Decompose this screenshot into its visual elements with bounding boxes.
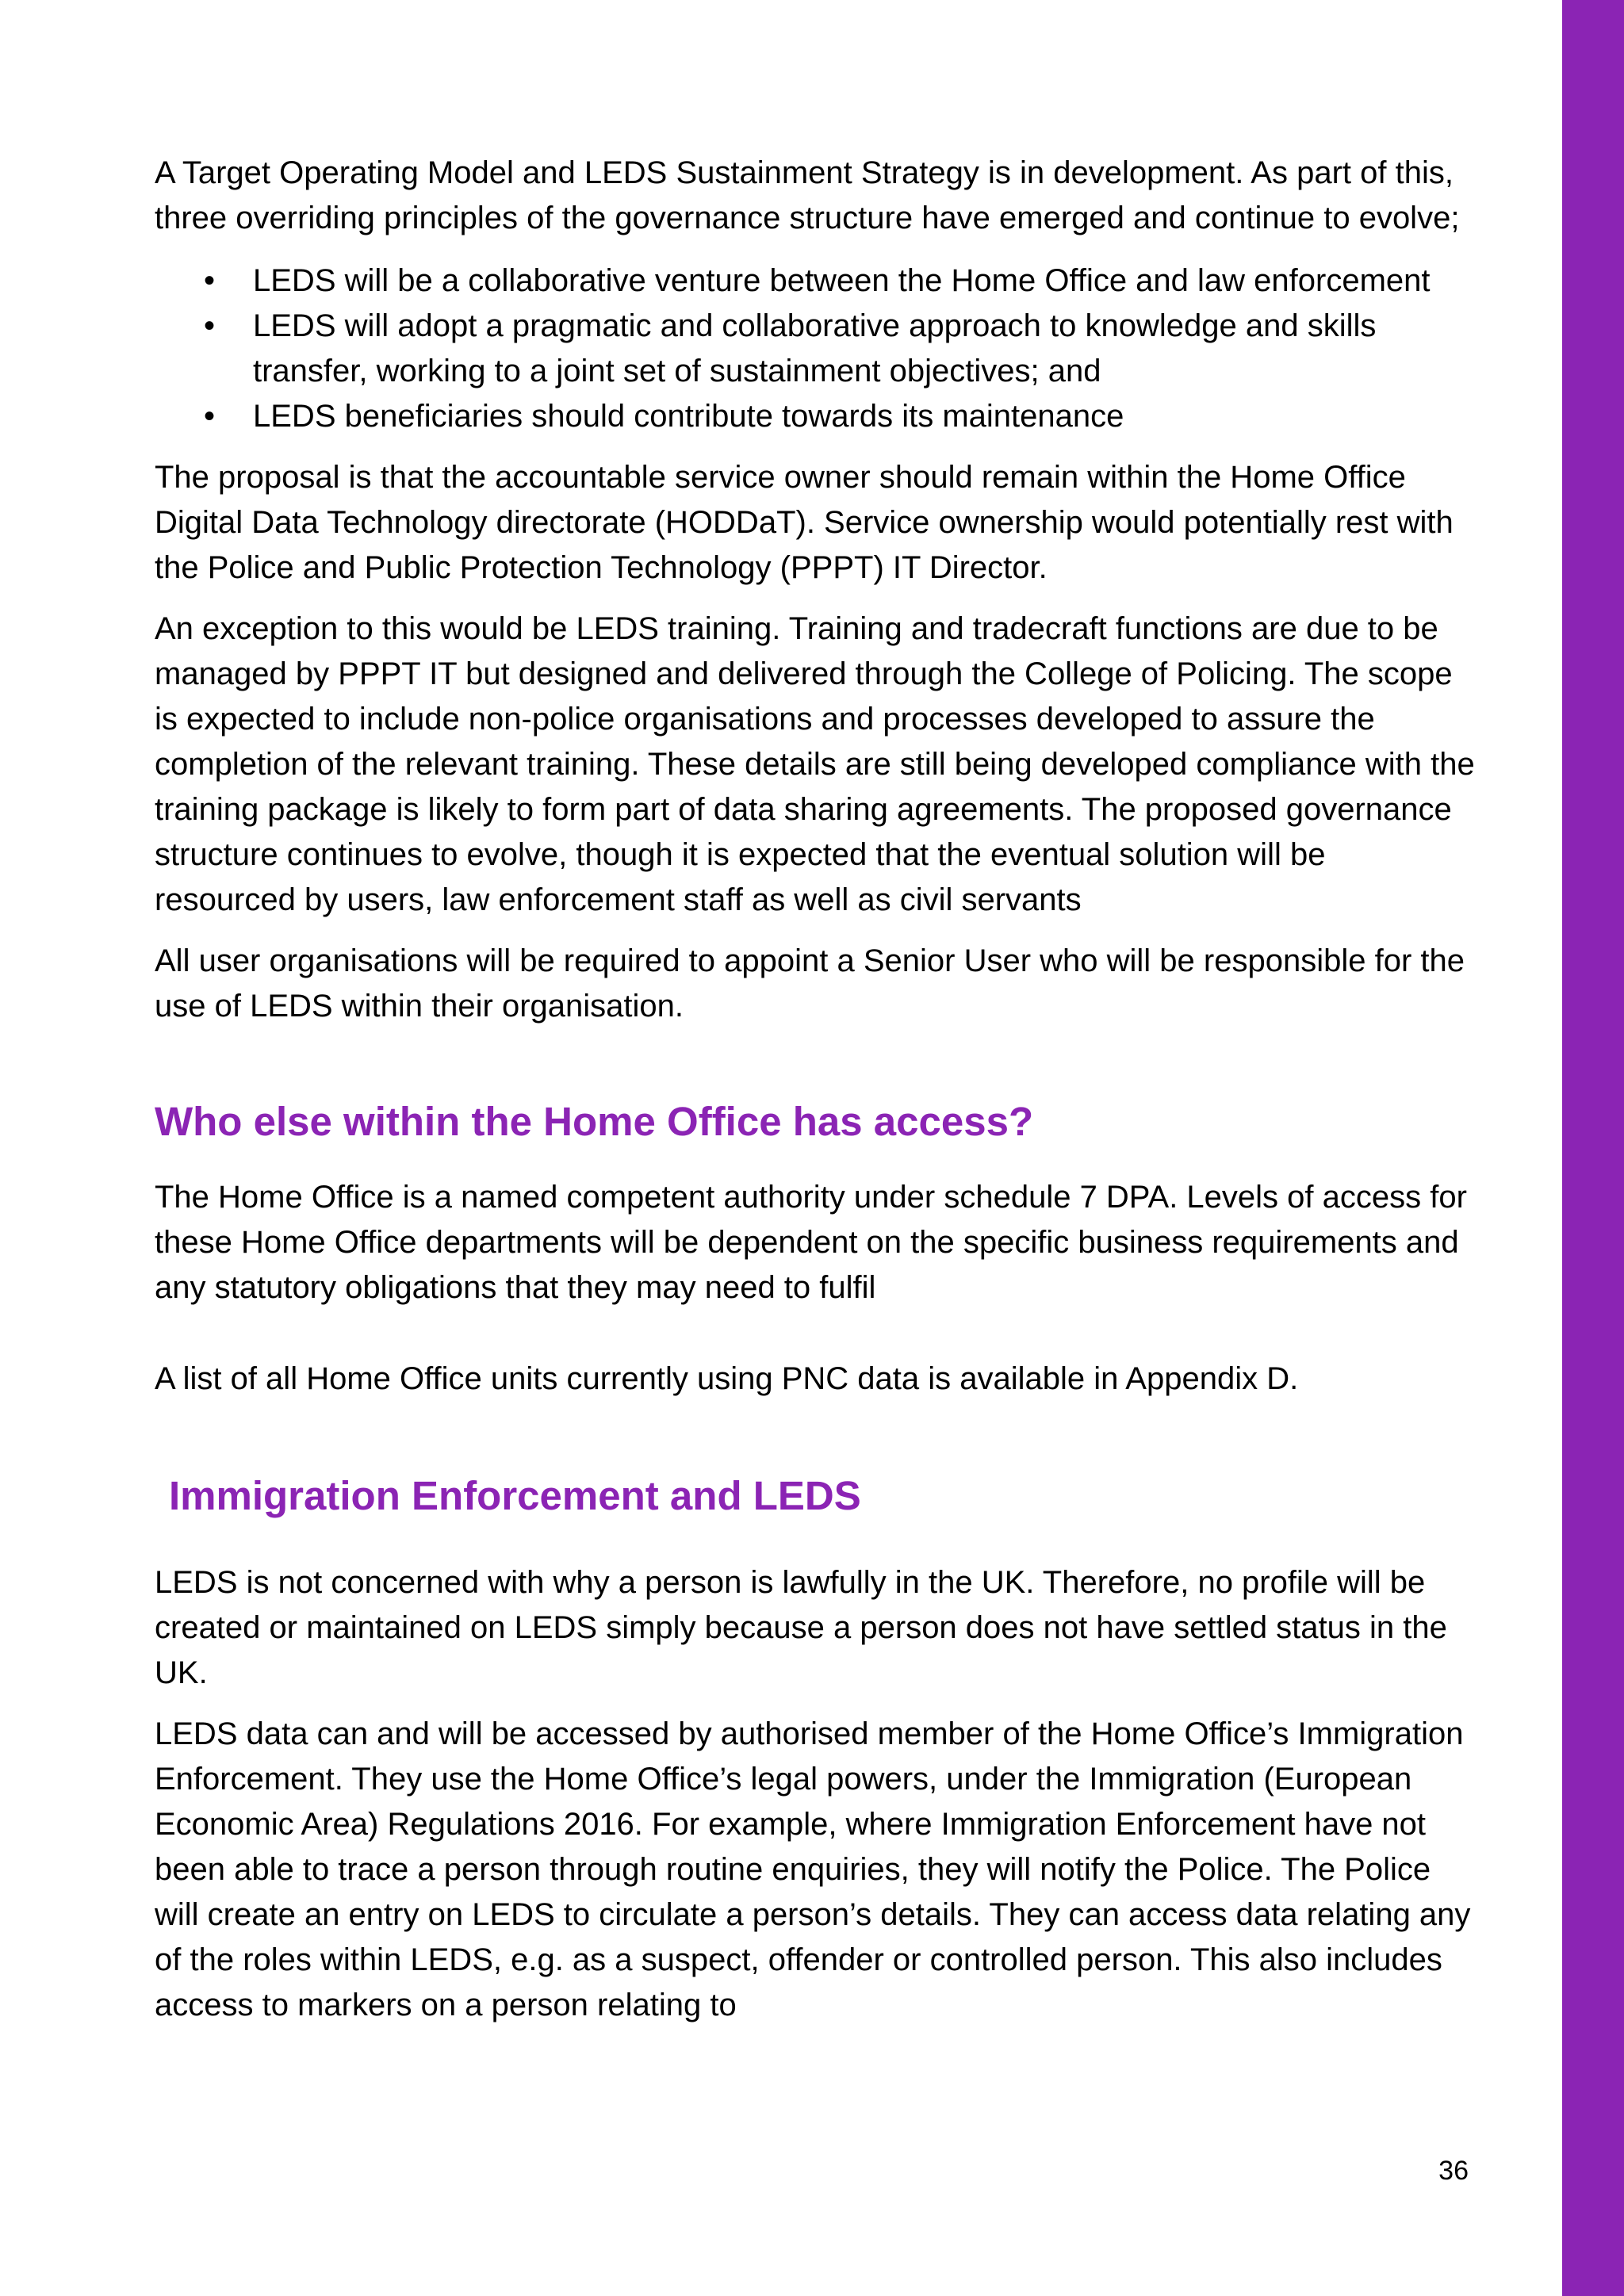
immigration-paragraph-2: LEDS data can and will be accessed by authorised member of the Home Office’s Immigration Enforcement. They use the Home Office’s legal powers, under the Immigration (European Economic Area) Regulations 2016. For example, where Immigration Enforcement have not been able to trace a person through routine enquiries, they will notify the Police. The Police will create an entry on LEDS to circulate a person’s details. They can access data relating any of the roles within LEDS, e.g. as a suspect, offender or controlled person. This also includes access to markers on a person relating to (155, 1716, 1471, 2022)
senior-user-paragraph: All user organisations will be required to appoint a Senior User who will be responsible for the use of LEDS within their organisation. (155, 943, 1465, 1024)
page-content (155, 151, 1475, 2028)
list-item: • LEDS will adopt a pragmatic and collaborative approach to knowledge and skills transfer, working to a joint set of sustainment objectives; and (155, 304, 1475, 394)
immigration-paragraph-1: LEDS is not concerned with why a person is lawfully in the UK. Therefore, no profile will be created or maintained on LEDS simply because a person does not have settled status in the UK. (155, 1565, 1447, 1690)
access-paragraph: The Home Office is a named competent authority under schedule 7 DPA. Levels of access for these Home Office departments will be dependent on the specific business requirements and any statutory obligations that they may need to fulfil (155, 1180, 1467, 1305)
access-heading: Who else within the Home Office has access? (155, 1099, 1034, 1144)
page-number: 36 (1438, 2156, 1469, 2186)
bullet-icon: • (204, 308, 216, 343)
intro-paragraph: A Target Operating Model and LEDS Sustainment Strategy is in development. As part of this, three overriding principles of the governance structure have emerged and continue to evolve; (155, 155, 1460, 235)
principles-list (155, 258, 1475, 439)
bullet-icon: • (204, 263, 216, 298)
appendix-paragraph: A list of all Home Office units currently using PNC data is available in Appendix D. (155, 1361, 1299, 1396)
side-bar (1562, 0, 1624, 2296)
immigration-heading: Immigration Enforcement and LEDS (169, 1473, 861, 1518)
list-item: • LEDS beneficiaries should contribute towards its maintenance (155, 394, 1475, 439)
bullet-icon: • (204, 399, 216, 434)
list-item: • LEDS will be a collaborative venture between the Home Office and law enforcement (155, 258, 1475, 304)
exception-paragraph: An exception to this would be LEDS training. Training and tradecraft functions are due to be managed by PPPT IT but designed and delivered through the College of Policing. The scope is expected to include non-police organisations and processes developed to assure the completion of the relevant training. These details are still being developed compliance with the training package is likely to form part of data sharing agreements. The proposed governance structure continues to evolve, though it is expected that the eventual solution will be resourced by users, law enforcement staff as well as civil servants (155, 611, 1475, 917)
proposal-paragraph: The proposal is that the accountable service owner should remain within the Home Office Digital Data Technology directorate (HODDaT). Service ownership would potentially rest with the Police and Public Protection Technology (PPPT) IT Director. (155, 460, 1454, 585)
